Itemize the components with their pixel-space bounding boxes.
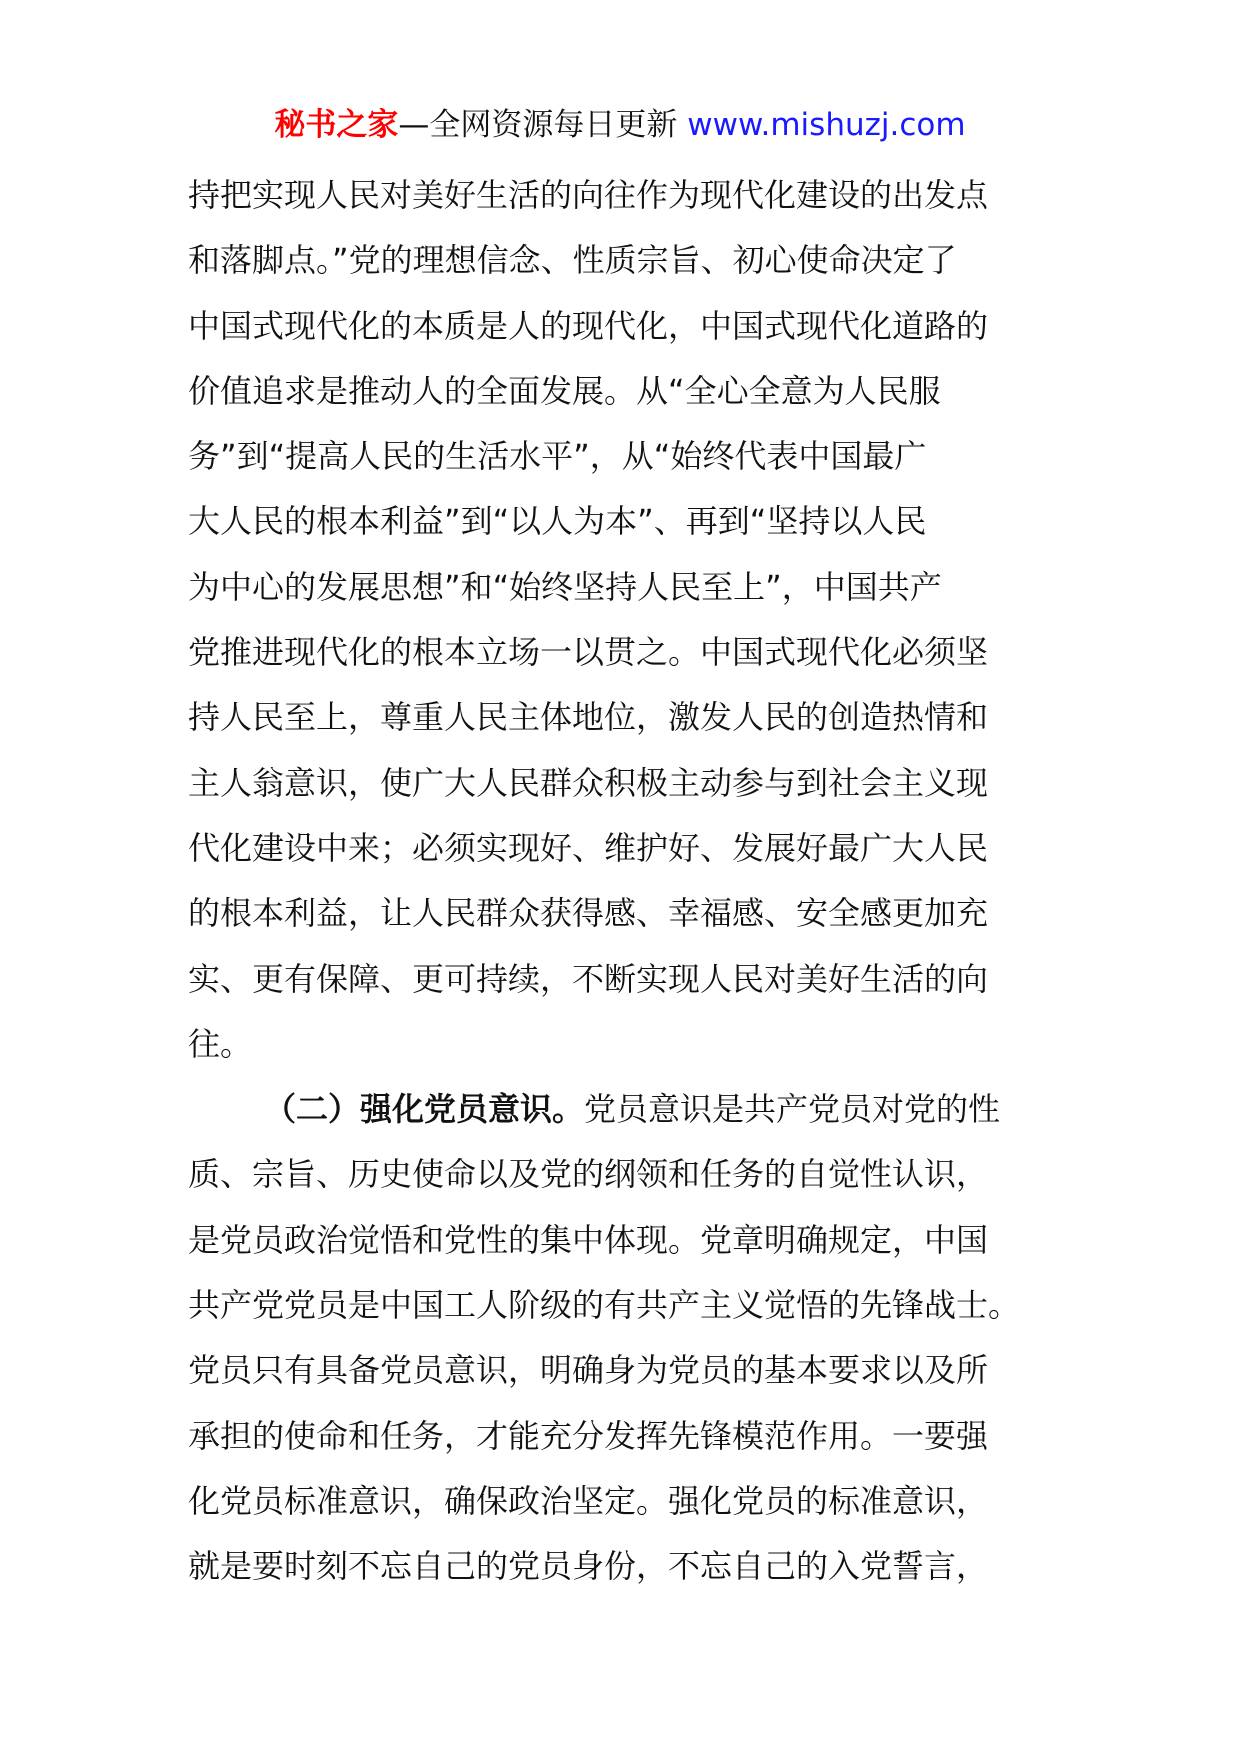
text-line: 承担的使命和任务，才能充分发挥先锋模范作用。一要强 xyxy=(188,1416,989,1455)
text-line: 代化建设中来；必须实现好、维护好、发展好最广大人民 xyxy=(188,828,989,867)
text-line: 往。 xyxy=(188,1024,253,1063)
text-span: 党员意识是共产党员对党的性 xyxy=(584,1090,1001,1129)
text-line: 和落脚点。”党的理想信念、性质宗旨、初心使命决定了 xyxy=(188,241,957,280)
site-tagline: —全网资源每日更新 xyxy=(398,107,688,143)
section-heading: （二）强化党员意识。 xyxy=(264,1090,585,1129)
text-line: 中国式现代化的本质是人的现代化，中国式现代化道路的 xyxy=(188,306,989,345)
text-line: 共产党党员是中国工人阶级的有共产主义觉悟的先锋战士。 xyxy=(188,1286,1021,1325)
text-line: 价值追求是推动人的全面发展。从“全心全意为人民服 xyxy=(188,371,941,410)
document-body xyxy=(188,163,1028,1600)
site-brand: 秘书之家 xyxy=(274,107,399,143)
text-line: 的根本利益，让人民群众获得感、幸福感、安全感更加充 xyxy=(188,894,989,933)
text-line: 大人民的根本利益”到“以人为本”、再到“坚持以人民 xyxy=(188,502,927,541)
text-line: 质、宗旨、历史使命以及党的纲领和任务的自觉性认识， xyxy=(188,1155,989,1194)
text-line: 党推进现代化的根本立场一以贯之。中国式现代化必须坚 xyxy=(188,633,989,672)
text-line: 就是要时刻不忘自己的党员身份，不忘自己的入党誓言， xyxy=(188,1547,989,1586)
text-line xyxy=(188,1077,1028,1142)
text-line: 化党员标准意识，确保政治坚定。强化党员的标准意识， xyxy=(188,1481,989,1520)
text-line: 党员只有具备党员意识，明确身为党员的基本要求以及所 xyxy=(188,1351,989,1390)
text-line: 主人翁意识，使广大人民群众积极主动参与到社会主义现 xyxy=(188,763,989,802)
paragraph-party-member-awareness xyxy=(188,1077,1028,1599)
text-line: 持把实现人民对美好生活的向往作为现代化建设的出发点 xyxy=(188,176,989,214)
text-line: 为中心的发展思想”和“始终坚持人民至上”，中国共产 xyxy=(188,567,942,606)
site-header xyxy=(0,100,1240,150)
text-line: 务”到“提高人民的生活水平”，从“始终代表中国最广 xyxy=(188,437,927,476)
text-line: 持人民至上，尊重人民主体地位，激发人民的创造热情和 xyxy=(188,698,989,737)
site-url-link[interactable]: www.mishuzj.com xyxy=(687,107,966,143)
paragraph-people-centered xyxy=(188,163,1028,1077)
text-line: 是党员政治觉悟和党性的集中体现。党章明确规定，中国 xyxy=(188,1220,989,1259)
text-line: 实、更有保障、更可持续，不断实现人民对美好生活的向 xyxy=(188,959,989,998)
